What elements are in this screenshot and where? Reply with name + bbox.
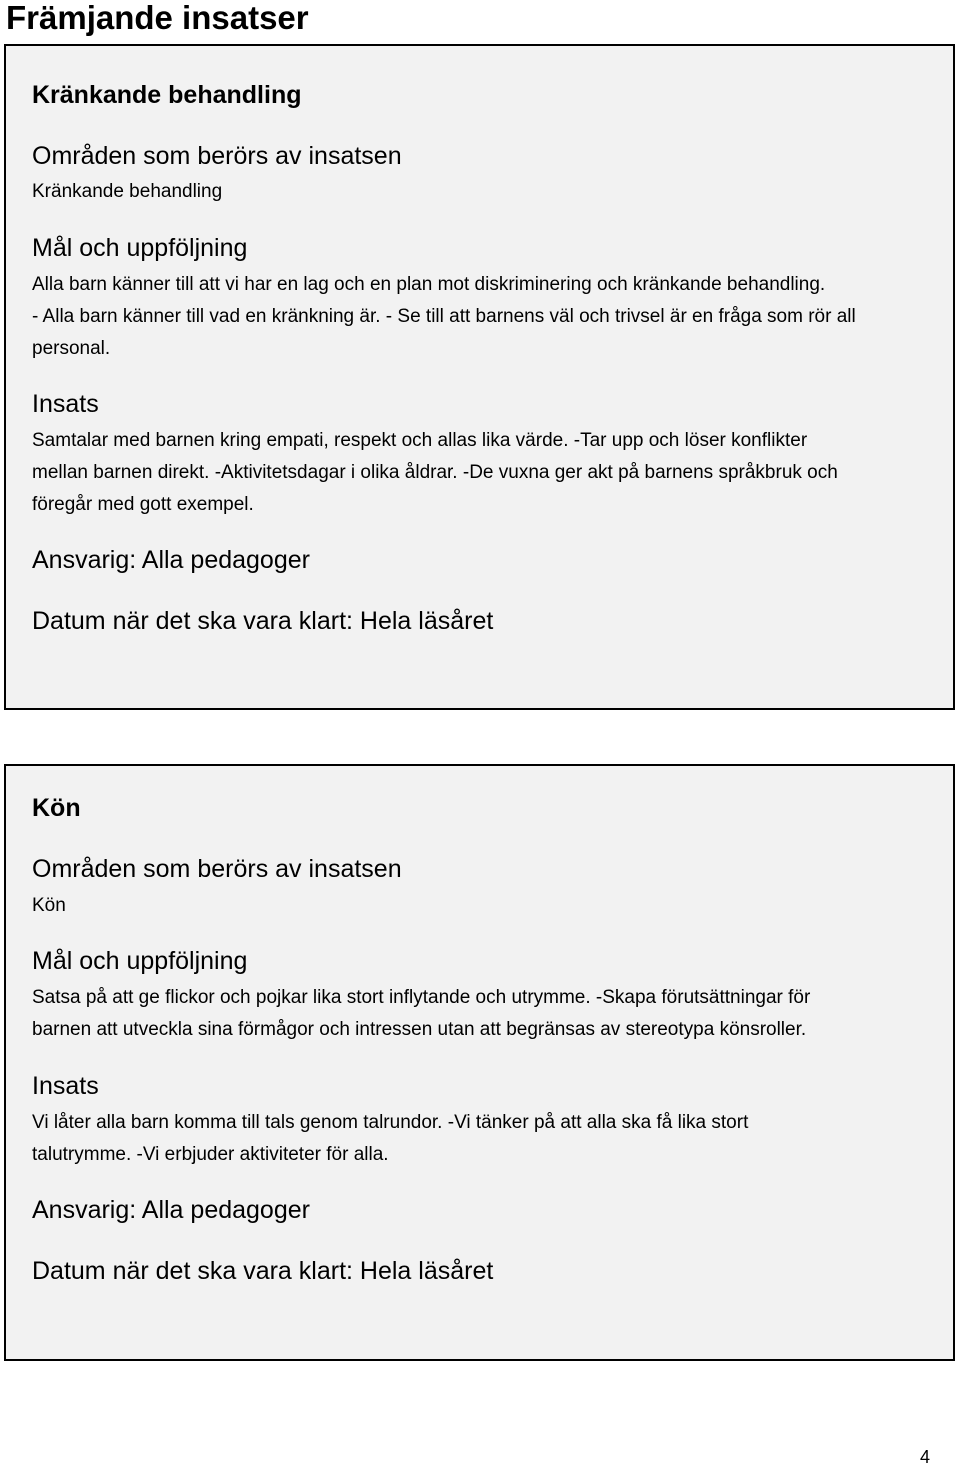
- goal-line: personal.: [32, 338, 111, 359]
- deadline-text: Datum när det ska vara klart: Hela läsåret: [32, 607, 494, 635]
- section-box-krankande-behandling: [4, 44, 955, 710]
- action-line: Vi låter alla barn komma till tals genom talrundor. -Vi tänker på att alla ska få lika stort: [32, 1112, 749, 1133]
- areas-value: Kön: [32, 895, 66, 916]
- responsible-text: Ansvarig: Alla pedagoger: [32, 1196, 310, 1224]
- responsible-text: Ansvarig: Alla pedagoger: [32, 546, 310, 574]
- action-label: Insats: [32, 390, 99, 418]
- action-line: föregår med gott exempel.: [32, 494, 254, 515]
- areas-value: Kränkande behandling: [32, 181, 223, 202]
- section-heading: Kön: [32, 794, 81, 822]
- section-heading: Kränkande behandling: [32, 81, 302, 109]
- goal-line: barnen att utveckla sina förmågor och intressen utan att begränsas av stereotypa könsroller.: [32, 1019, 807, 1040]
- areas-label: Områden som berörs av insatsen: [32, 142, 402, 170]
- action-line: Samtalar med barnen kring empati, respekt och allas lika värde. -Tar upp och löser konflikter: [32, 430, 808, 451]
- areas-label: Områden som berörs av insatsen: [32, 855, 402, 883]
- action-line: talutrymme. -Vi erbjuder aktiviteter för alla.: [32, 1144, 389, 1165]
- goal-line: Satsa på att ge flickor och pojkar lika stort inflytande och utrymme. -Skapa förutsättningar för: [32, 987, 811, 1008]
- deadline-text: Datum när det ska vara klart: Hela läsåret: [32, 1257, 494, 1285]
- page-number: 4: [920, 1447, 931, 1467]
- goal-line: Alla barn känner till att vi har en lag och en plan mot diskriminering och kränkande behandling.: [32, 274, 826, 295]
- section-box-kon: [4, 764, 955, 1361]
- goal-label: Mål och uppföljning: [32, 234, 248, 262]
- goal-line: - Alla barn känner till vad en kränkning är. - Se till att barnens väl och trivsel är en fråga som rör all: [32, 306, 856, 327]
- action-line: mellan barnen direkt. -Aktivitetsdagar i olika åldrar. -De vuxna ger akt på barnens språkbruk och: [32, 462, 838, 483]
- action-label: Insats: [32, 1072, 99, 1100]
- goal-label: Mål och uppföljning: [32, 947, 248, 975]
- page-title: Främjande insatser: [6, 0, 309, 36]
